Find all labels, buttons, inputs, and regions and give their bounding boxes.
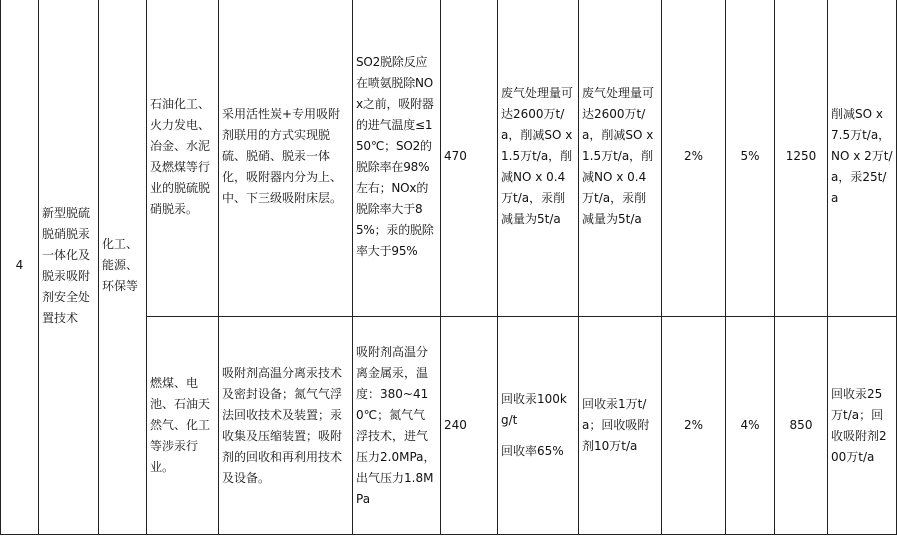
unit-capacity-a: 回收汞100kg/t — [501, 392, 567, 427]
invest-cell: 470 — [441, 0, 498, 317]
invest-cell: 240 — [441, 317, 498, 535]
unit-capacity-cell: 废气处理量可达2600万t/a，削减SO x 1.5万t/a，削减NO x 0.4万t/a，汞削减量为5t/a — [498, 0, 579, 317]
promo-capacity-cell: 废气处理量可达2600万t/a，削减SO x 1.5万t/a，削减NO x 0.4万t/a，汞削减量为5t/a — [579, 0, 662, 317]
indicator-cell: SO2脱除反应在喷氨脱除NOx之前，吸附器的进气温度≤150℃；SO2的脱除率在98%左右；NOx的脱除率大于85%；汞的脱除率大于95% — [353, 0, 441, 317]
table-row — [1, 0, 897, 317]
scope-cell: 石油化工、火力发电、冶金、水泥及燃煤等行业的脱硫脱硝脱汞。 — [147, 0, 219, 317]
reduction-cell: 削减SO x 7.5万t/a，NO x 2万t/a，汞25t/a — [828, 0, 897, 317]
industry-field: 化工、能源、环保等 — [99, 0, 147, 535]
indicator-cell: 吸附剂高温分离金属汞，温度：380~410℃；氮气气浮技术，进气压力2.0MPa，出气压力1.8MPa — [353, 317, 441, 535]
content-cell: 吸附剂高温分离汞技术及密封设备；氮气气浮法回收技术及装置；汞收集及压缩装置；吸附剂的回收和再利用技术及设备。 — [219, 317, 353, 535]
unit-capacity-cell — [498, 317, 579, 535]
promo-capacity-cell: 回收汞1万t/a；回收吸附剂10万t/a — [579, 317, 662, 535]
ratio-now-cell: 2% — [662, 0, 726, 317]
reduction-cell: 回收汞25万t/a；回收吸附剂200万t/a — [828, 317, 897, 535]
content-cell: 采用活性炭+专用吸附剂联用的方式实现脱硫、脱硝、脱汞一体化，吸附器内分为上、中、下三级吸附床层。 — [219, 0, 353, 317]
total-invest-cell: 1250 — [775, 0, 828, 317]
total-invest-cell: 850 — [775, 317, 828, 535]
technology-name: 新型脱硫脱硝脱汞一体化及脱汞吸附剂安全处置技术 — [39, 0, 99, 535]
ratio-future-cell: 4% — [726, 317, 775, 535]
ratio-now-cell: 2% — [662, 317, 726, 535]
ratio-future-cell: 5% — [726, 0, 775, 317]
unit-capacity-b: 回收率65% — [501, 444, 564, 458]
row-number: 4 — [1, 0, 39, 535]
scope-cell: 燃煤、电池、石油天然气、化工等涉汞行业。 — [147, 317, 219, 535]
